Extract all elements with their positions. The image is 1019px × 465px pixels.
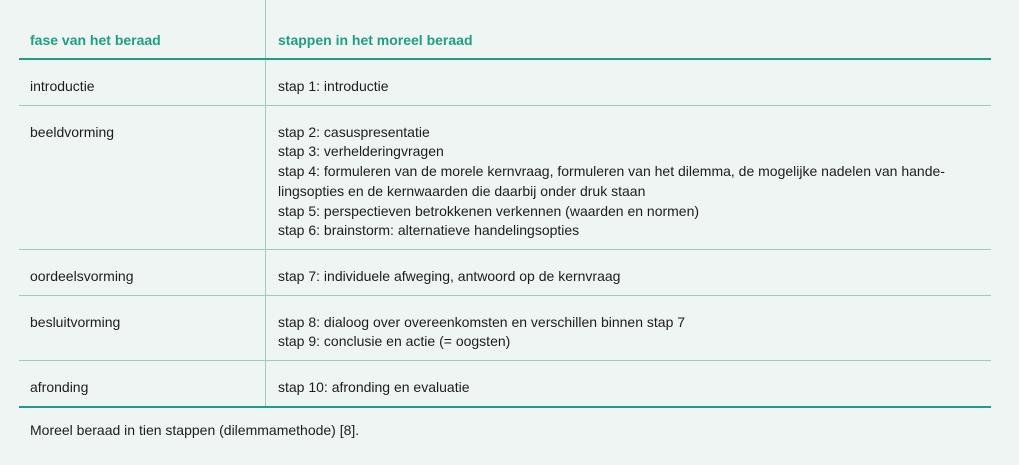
step-line: stap 4: formuleren van de morele kernvraag, formuleren van het dilemma, de mogelijke nadelen van hande- bbox=[278, 163, 945, 180]
table-row bbox=[19, 361, 991, 408]
table-header-row bbox=[19, 0, 991, 60]
steps-table bbox=[19, 0, 991, 408]
steps-cell bbox=[265, 106, 991, 249]
step-line: stap 7: individuele afweging, antwoord op de kernvraag bbox=[278, 267, 621, 284]
table-row bbox=[19, 60, 991, 106]
step-line: stap 1: introductie bbox=[278, 78, 389, 94]
header-steps: stappen in het moreel beraad bbox=[265, 0, 991, 58]
table-row bbox=[19, 250, 991, 296]
table-caption: Moreel beraad in tien stappen (dilemmamethode) [8]. bbox=[30, 422, 360, 438]
step-line: lingsopties en de kernwaarden die daarbij onder druk staan bbox=[278, 182, 646, 199]
step-line: stap 3: verhelderingvragen bbox=[278, 143, 444, 160]
step-line: stap 9: conclusie en actie (= oogsten) bbox=[278, 333, 511, 350]
phase-cell: introductie bbox=[30, 78, 95, 94]
phase-cell: besluitvorming bbox=[30, 313, 121, 330]
step-line: stap 5: perspectieven betrokkenen verkennen (waarden en normen) bbox=[278, 202, 700, 219]
step-line: stap 2: casuspresentatie bbox=[278, 123, 430, 140]
step-line: stap 10: afronding en evaluatie bbox=[278, 379, 470, 396]
step-line: stap 6: brainstorm: alternatieve handelingsopties bbox=[278, 222, 580, 239]
phase-cell: oordeelsvorming bbox=[30, 267, 134, 284]
phase-cell: afronding bbox=[30, 379, 89, 396]
steps-cell bbox=[265, 250, 991, 295]
step-line: stap 8: dialoog over overeenkomsten en verschillen binnen stap 7 bbox=[278, 313, 686, 330]
header-phase: fase van het beraad bbox=[30, 32, 161, 48]
table-row bbox=[19, 106, 991, 250]
table-row bbox=[19, 296, 991, 361]
steps-cell bbox=[265, 361, 991, 406]
steps-cell bbox=[265, 60, 991, 105]
phase-cell: beeldvorming bbox=[30, 123, 115, 140]
steps-cell bbox=[265, 296, 991, 360]
